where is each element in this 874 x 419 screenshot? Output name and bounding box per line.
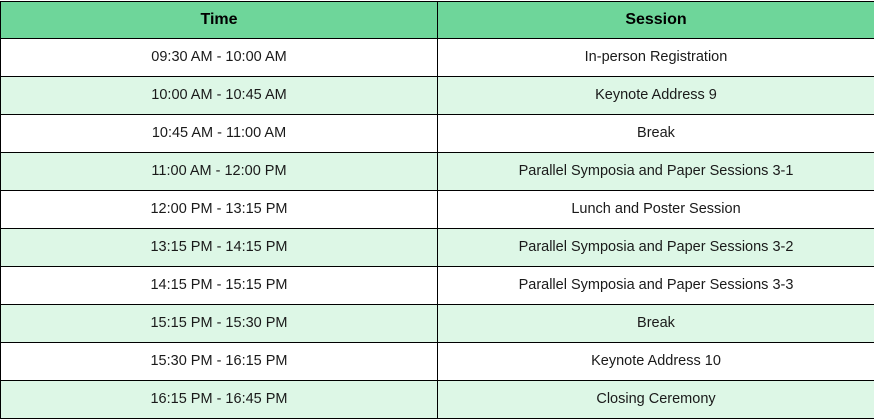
cell-time: 09:30 AM - 10:00 AM — [1, 39, 438, 77]
cell-session: Closing Ceremony — [438, 381, 874, 419]
table-body — [1, 39, 874, 419]
table-row — [1, 39, 874, 77]
cell-session: Keynote Address 10 — [438, 343, 874, 381]
table-row — [1, 343, 874, 381]
cell-time: 15:30 PM - 16:15 PM — [1, 343, 438, 381]
cell-session: Parallel Symposia and Paper Sessions 3-2 — [438, 229, 874, 267]
cell-session: Lunch and Poster Session — [438, 191, 874, 229]
table-row — [1, 77, 874, 115]
cell-session: Parallel Symposia and Paper Sessions 3-1 — [438, 153, 874, 191]
cell-session: Break — [438, 305, 874, 343]
table-row — [1, 115, 874, 153]
cell-time: 13:15 PM - 14:15 PM — [1, 229, 438, 267]
cell-time: 11:00 AM - 12:00 PM — [1, 153, 438, 191]
cell-time: 14:15 PM - 15:15 PM — [1, 267, 438, 305]
table-row — [1, 381, 874, 419]
column-header-time: Time — [1, 2, 438, 39]
cell-time: 12:00 PM - 13:15 PM — [1, 191, 438, 229]
table-header-row — [1, 2, 874, 39]
conference-schedule-table — [0, 1, 874, 419]
cell-session: Break — [438, 115, 874, 153]
table-row — [1, 305, 874, 343]
table-row — [1, 191, 874, 229]
cell-time: 16:15 PM - 16:45 PM — [1, 381, 438, 419]
cell-time: 10:00 AM - 10:45 AM — [1, 77, 438, 115]
cell-time: 15:15 PM - 15:30 PM — [1, 305, 438, 343]
column-header-session: Session — [438, 2, 874, 39]
cell-session: Keynote Address 9 — [438, 77, 874, 115]
cell-session: Parallel Symposia and Paper Sessions 3-3 — [438, 267, 874, 305]
table-row — [1, 267, 874, 305]
table-header — [1, 2, 874, 39]
table-row — [1, 153, 874, 191]
table-row — [1, 229, 874, 267]
cell-session: In-person Registration — [438, 39, 874, 77]
cell-time: 10:45 AM - 11:00 AM — [1, 115, 438, 153]
